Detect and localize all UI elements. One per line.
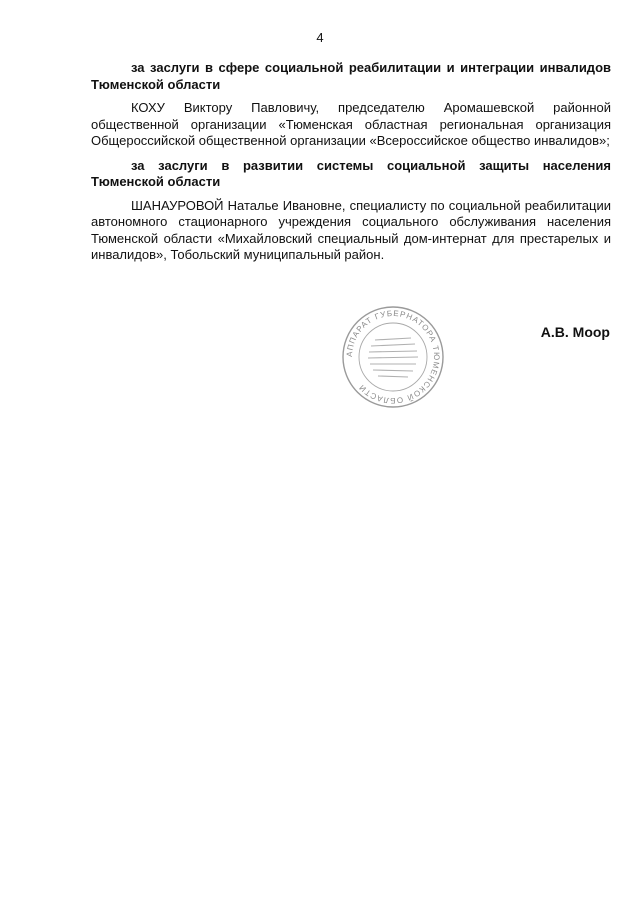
page-number: 4 — [316, 30, 324, 45]
award-text-kokhu: КОХУ Виктору Павловичу, председателю Аромашевской районной общественной организации «Тюменская областная региональная организация Общероссийской общественной организации «Всероссийское общество инвалидов»; — [91, 100, 611, 148]
document-body — [91, 60, 611, 264]
signature-name: А.В. Моор — [540, 324, 610, 340]
award-text-shanaurova: ШАНАУРОВОЙ Наталье Ивановне, специалисту по социальной реабилитации автономного стационарного учреждения социального обслуживания населения Тюменской области «Михайловский специальный дом-интернат для престарелых и инвалидов», Тобольский муниципальный район. — [91, 197, 611, 262]
stamp-ring-text: АППАРАТ ГУБЕРНАТОРА ТЮМЕНСКОЙ ОБЛАСТИ — [344, 308, 442, 406]
official-stamp — [340, 304, 446, 410]
section-heading-social-protection: за заслуги в развитии системы социальной защиты населения Тюменской области — [91, 157, 611, 189]
section-heading-rehabilitation: за заслуги в сфере социальной реабилитации и интеграции инвалидов Тюменской области — [91, 60, 611, 92]
stamp-inner-marks — [368, 338, 418, 377]
